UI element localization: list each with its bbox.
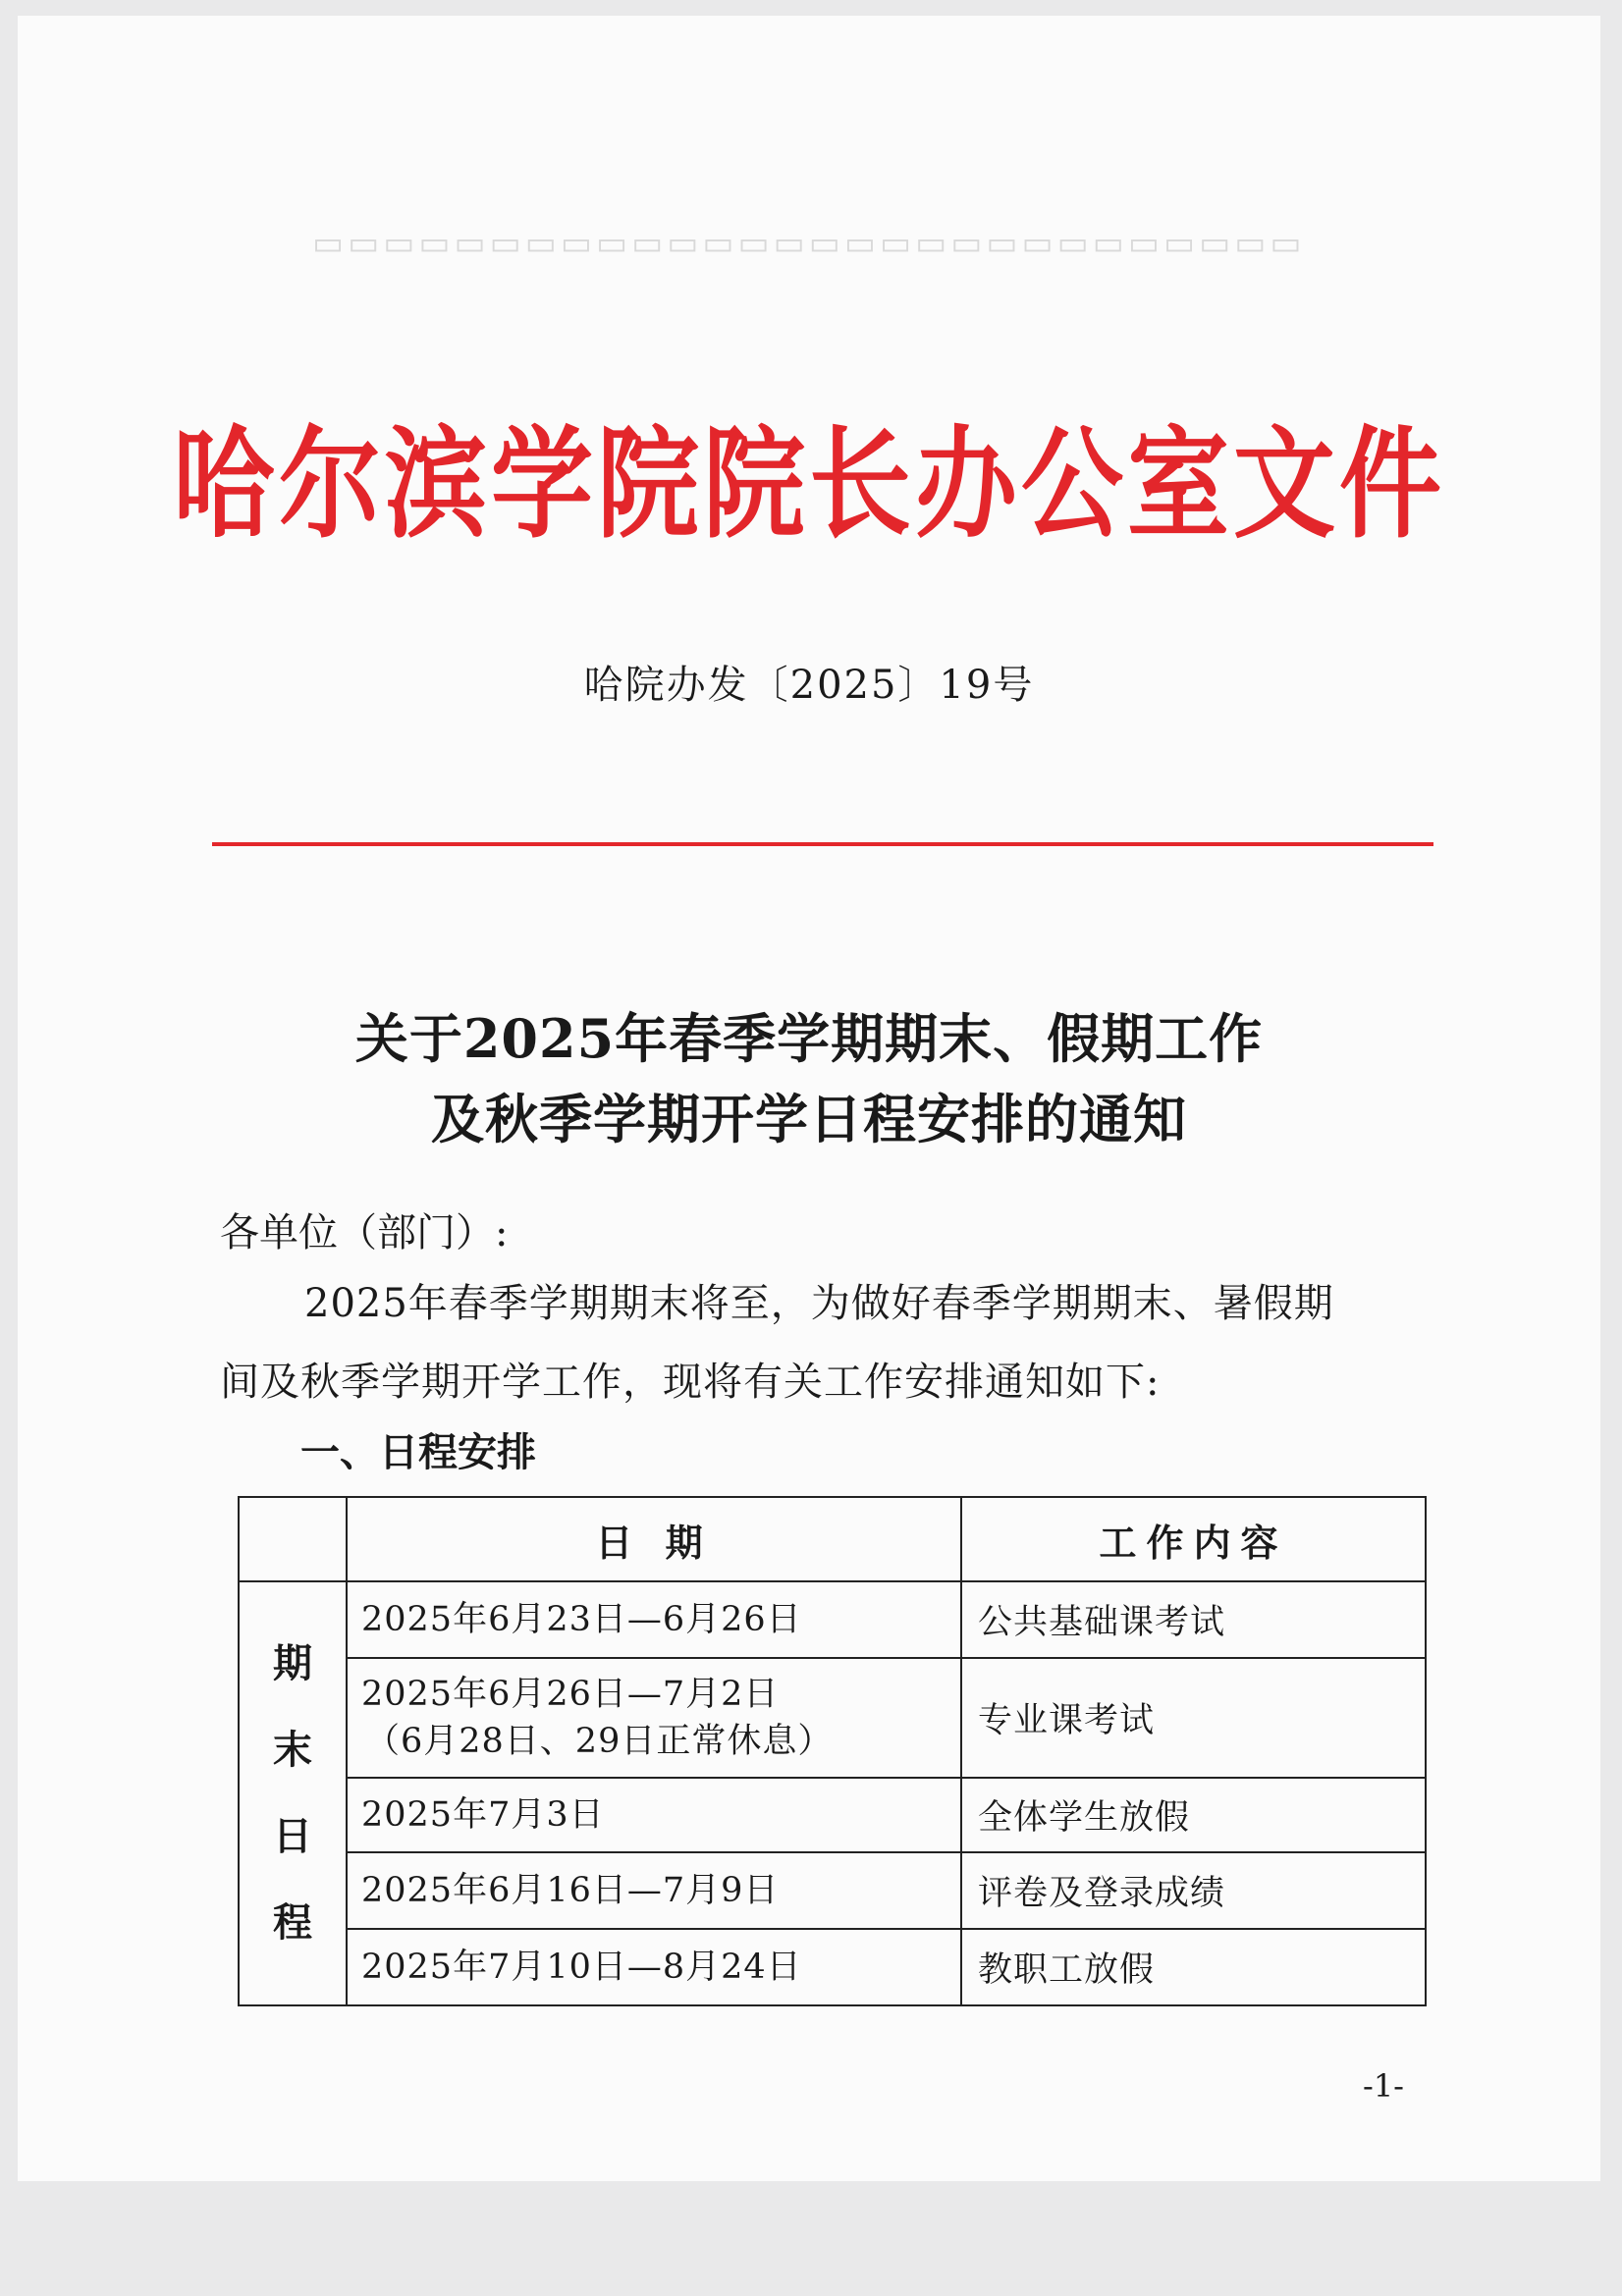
date-cell: 2025年7月3日 [347,1778,961,1852]
group-label-char: 程 [273,1900,312,1946]
intro-paragraph-line-1: 2025年春季学期期末将至，为做好春季学期期末、暑假期 [304,1281,1334,1326]
work-cell: 全体学生放假 [961,1778,1426,1852]
date-cell [347,1658,961,1778]
show-through-shadow: ▭▭▭▭▭▭▭▭▭▭▭▭▭▭▭▭▭▭▭▭▭▭▭▭▭▭▭▭ [312,224,1306,263]
table-row [239,1929,1426,2005]
red-separator-line [212,842,1433,846]
notice-title-line-2: 及秋季学期开学日程安排的通知 [431,1088,1187,1150]
column-header-work: 工作内容 [961,1497,1426,1581]
date-cell: 2025年6月16日—7月9日 [347,1852,961,1929]
schedule-table [238,1496,1427,2006]
work-cell: 评卷及登录成绩 [961,1852,1426,1929]
group-label-char: 末 [273,1728,312,1773]
group-label-final-exam-schedule [239,1581,347,2005]
page-number: -1- [1363,2067,1404,2105]
addressee: 各单位（部门）: [220,1210,509,1255]
date-text: 2025年6月26日—7月2日 [361,1675,780,1714]
date-note: （6月28日、29日正常休息） [365,1722,834,1761]
work-cell: 专业课考试 [961,1658,1426,1778]
table-row [239,1658,1426,1778]
date-cell: 2025年7月10日—8月24日 [347,1929,961,2005]
table-corner-cell [239,1497,347,1581]
group-label-char: 期 [273,1641,312,1686]
table-header-row [239,1497,1426,1581]
section-heading-schedule: 一、日程安排 [300,1430,536,1475]
work-cell: 教职工放假 [961,1929,1426,2005]
notice-title-line-1: 关于2025年春季学期期末、假期工作 [354,1007,1264,1070]
table-row [239,1852,1426,1929]
table-row [239,1581,1426,1658]
intro-paragraph-line-2: 间及秋季学期开学工作，现将有关工作安排通知如下: [220,1360,1161,1405]
group-label-char: 日 [273,1814,312,1859]
work-cell: 公共基础课考试 [961,1581,1426,1658]
column-header-date: 日 期 [347,1497,961,1581]
date-cell: 2025年6月23日—6月26日 [347,1581,961,1658]
document-number: 哈院办发〔2025〕19号 [583,663,1035,708]
document-page [18,16,1600,2181]
table-row [239,1778,1426,1852]
issuing-office-title: 哈尔滨学院院长办公室文件 [172,413,1445,556]
